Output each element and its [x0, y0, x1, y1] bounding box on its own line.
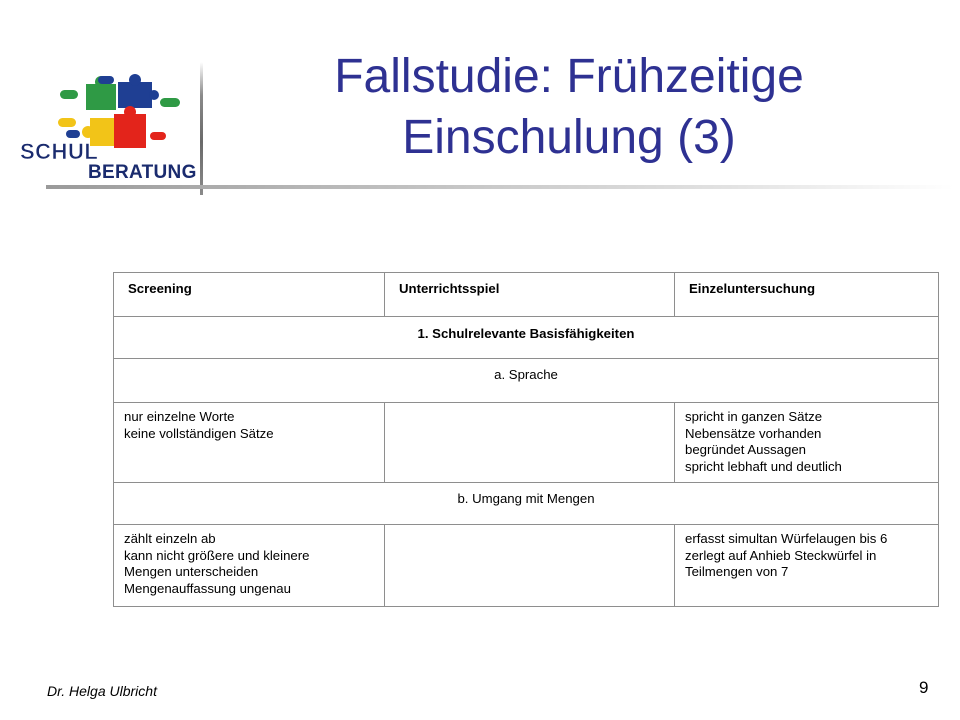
cell-line: keine vollständigen Sätze	[124, 425, 274, 441]
sprache-screening-cell	[114, 403, 385, 483]
cell-line: begründet Aussagen	[685, 442, 806, 457]
cell-line: Nebensätze vorhanden	[685, 425, 822, 441]
sprache-unterrichtsspiel-cell	[385, 403, 675, 483]
table-row	[114, 525, 939, 607]
mengen-unterrichtsspiel-cell	[385, 525, 675, 607]
subsection-mengen: b. Umgang mit Mengen	[114, 483, 939, 525]
small-piece-blue-left	[66, 130, 80, 138]
header-screening: Screening	[114, 273, 385, 317]
puzzle-knob-red	[124, 106, 136, 118]
small-piece-yellow	[58, 118, 76, 127]
schulberatung-logo	[14, 68, 204, 186]
small-piece-green-right	[160, 98, 180, 107]
cell-line: nur einzelne Worte	[124, 409, 235, 424]
table-section-row	[114, 317, 939, 359]
page-number: 9	[919, 678, 929, 697]
small-piece-green	[60, 90, 78, 99]
cell-line: Mengen unterscheiden	[124, 564, 259, 579]
small-piece-blue	[98, 76, 114, 84]
puzzle-knob-blue-side	[149, 90, 159, 100]
cell-line: zerlegt auf Anhieb Steckwürfel in Teilmengen von 7	[685, 547, 877, 579]
title-line-1: Fallstudie: Frühzeitige	[334, 50, 804, 103]
header-einzeluntersuchung: Einzeluntersuchung	[675, 273, 939, 317]
mengen-screening-cell	[114, 525, 385, 607]
slide-title	[214, 46, 924, 168]
header-unterrichtsspiel: Unterrichtsspiel	[385, 273, 675, 317]
title-underline	[46, 185, 954, 189]
sprache-einzeluntersuchung-cell	[675, 403, 939, 483]
section-basisfaehigkeiten: 1. Schulrelevante Basisfähigkeiten	[114, 317, 939, 359]
small-piece-red-right	[150, 132, 166, 140]
logo-text-schul: SCHUL	[20, 139, 99, 164]
assessment-table	[113, 272, 939, 607]
cell-line: spricht in ganzen Sätze	[685, 409, 823, 424]
cell-line: erfasst simultan Würfelaugen bis 6	[685, 531, 888, 546]
footer-author: Dr. Helga Ulbricht	[47, 683, 157, 699]
table-header-row	[114, 273, 939, 317]
table-subsection-row	[114, 483, 939, 525]
subsection-sprache: a. Sprache	[114, 359, 939, 403]
vertical-divider	[200, 62, 203, 195]
puzzle-knob-yellow	[82, 126, 94, 138]
table-subsection-row	[114, 359, 939, 403]
cell-line: Mengenauffassung ungenau	[124, 580, 291, 596]
mengen-einzeluntersuchung-cell	[675, 525, 939, 607]
cell-line: spricht lebhaft und deutlich	[685, 458, 842, 474]
table-row	[114, 403, 939, 483]
puzzle-knob-blue	[129, 74, 141, 86]
puzzle-piece-red	[114, 114, 146, 148]
cell-line: kann nicht größere und kleinere	[124, 547, 310, 563]
cell-line: zählt einzeln ab	[124, 531, 216, 546]
logo-text-beratung: BERATUNG	[88, 162, 197, 183]
title-line-2: Einschulung (3)	[402, 111, 736, 164]
